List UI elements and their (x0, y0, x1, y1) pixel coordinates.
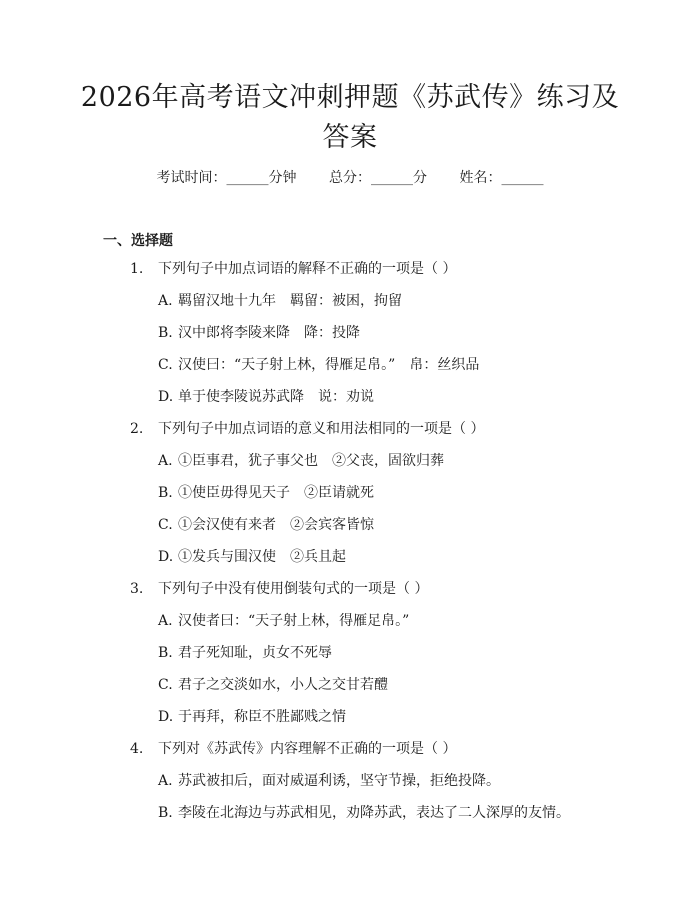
option-letter: C. (158, 677, 173, 693)
option-text: 汉使者曰：“天子射上林，得雁足帛。” (178, 613, 410, 629)
option-text: ①发兵与围汉使 ②兵且起 (178, 549, 346, 565)
option-text: 于再拜，称臣不胜鄙贱之情 (178, 709, 346, 725)
question-stem (0, 579, 700, 611)
question-list (0, 259, 700, 835)
option-text: 君子之交淡如水，小人之交甘若醴 (178, 677, 388, 693)
question-number: 2. (130, 421, 144, 437)
answer-option (0, 451, 700, 483)
option-text: ①使臣毋得见天子 ②臣请就死 (178, 485, 374, 501)
option-letter: B. (158, 325, 173, 341)
question-stem (0, 419, 700, 451)
answer-option (0, 355, 700, 387)
answer-option (0, 291, 700, 323)
question-item (0, 419, 700, 579)
answer-option (0, 771, 700, 803)
question-text: 下列句子中加点词语的意义和用法相同的一项是（ ） (158, 421, 485, 437)
option-letter: A. (158, 293, 173, 309)
answer-option (0, 547, 700, 579)
exam-info-line (0, 168, 700, 188)
option-text: ①会汉使有来者 ②会宾客皆惊 (178, 517, 374, 533)
option-letter: A. (158, 773, 173, 789)
answer-option (0, 675, 700, 707)
option-text: 汉使曰：“天子射上林，得雁足帛。” 帛：丝织品 (178, 357, 480, 373)
answer-option (0, 387, 700, 419)
option-letter: D. (158, 549, 174, 565)
student-name-field: 姓名：______ (459, 170, 544, 186)
option-text: 苏武被扣后，面对威逼利诱，坚守节操，拒绝投降。 (178, 773, 500, 789)
question-text: 下列句子中没有使用倒装句式的一项是（ ） (158, 581, 429, 597)
section-heading: 一、选择题 (103, 233, 173, 249)
option-letter: A. (158, 613, 173, 629)
option-text: 单于使李陵说苏武降 说：劝说 (178, 389, 374, 405)
answer-option (0, 643, 700, 675)
answer-option (0, 515, 700, 547)
answer-option (0, 803, 700, 835)
question-stem (0, 259, 700, 291)
option-letter: C. (158, 357, 173, 373)
question-item (0, 259, 700, 419)
question-item (0, 579, 700, 739)
option-text: ①臣事君，犹子事父也 ②父丧，固欲归葬 (178, 453, 444, 469)
exam-time-field: 考试时间：______分钟 (156, 170, 297, 186)
total-score-field: 总分：______分 (329, 170, 427, 186)
question-text: 下列对《苏武传》内容理解不正确的一项是（ ） (158, 741, 457, 757)
option-text: 君子死知耻，贞女不死辱 (178, 645, 332, 661)
answer-option (0, 611, 700, 643)
option-text: 李陵在北海边与苏武相见，劝降苏武，表达了二人深厚的友情。 (178, 805, 570, 821)
document-title: 2026年高考语文冲刺押题《苏武传》练习及答案 (80, 82, 620, 153)
option-letter: C. (158, 517, 173, 533)
option-letter: D. (158, 389, 174, 405)
option-letter: B. (158, 485, 173, 501)
option-text: 羁留汉地十九年 羁留：被困，拘留 (178, 293, 402, 309)
answer-option (0, 323, 700, 355)
option-letter: D. (158, 709, 174, 725)
question-number: 4. (130, 741, 144, 757)
option-letter: A. (158, 453, 173, 469)
option-text: 汉中郎将李陵来降 降：投降 (178, 325, 360, 341)
question-stem (0, 739, 700, 771)
question-text: 下列句子中加点词语的解释不正确的一项是（ ） (158, 261, 457, 277)
question-number: 1. (130, 261, 144, 277)
answer-option (0, 483, 700, 515)
answer-option (0, 707, 700, 739)
option-letter: B. (158, 805, 173, 821)
option-letter: B. (158, 645, 173, 661)
question-item (0, 739, 700, 835)
question-number: 3. (130, 581, 144, 597)
